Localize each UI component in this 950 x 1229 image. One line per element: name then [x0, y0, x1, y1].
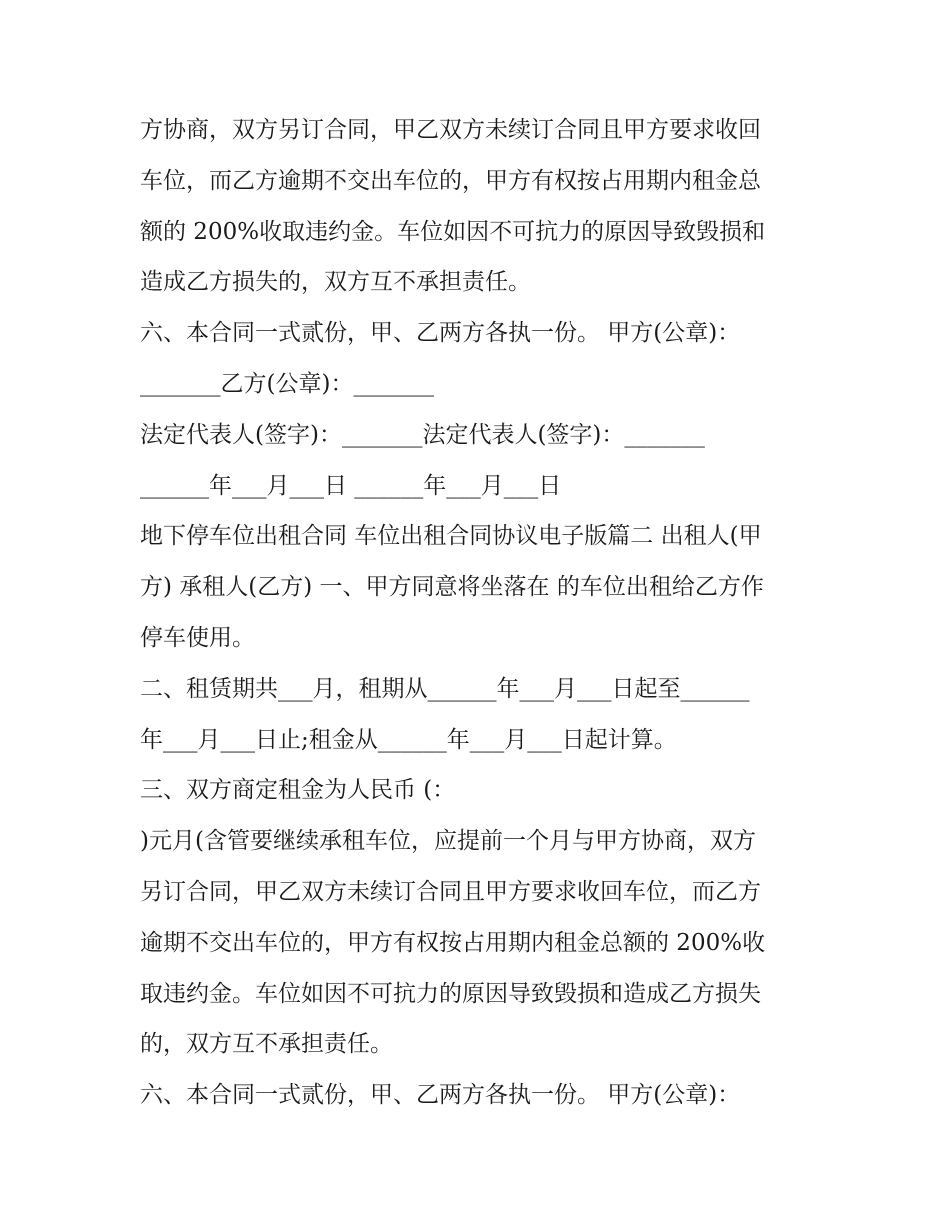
text-line-9: 地下停车位出租合同 车位出租合同协议电子版篇二 出租人(甲 [140, 523, 762, 550]
text-line-17: 逾期不交出车位的，甲方有权按占用期内租金总额的 200%收 [140, 929, 766, 956]
text-line-1: 方协商，双方另订合同，甲乙双方未续订合同且甲方要求收回 [140, 117, 761, 143]
text-line-3: 额的 200%收取违约金。车位如因不可抗力的原因导致毁损和 [140, 218, 766, 245]
text-line-20: 六、本合同一式贰份，甲、乙两方各执一份。 甲方(公章)： [140, 1082, 741, 1109]
text-line-15: )元月(含管要继续承租车位，应提前一个月与甲方协商，双方 [140, 828, 756, 855]
text-line-12: 二、租赁期共___月，租期从______年___月___日起至______ [140, 675, 750, 702]
text-line-2: 车位，而乙方逾期不交出车位的，甲方有权按占用期内租金总 [140, 167, 761, 194]
text-line-10: 方) 承租人(乙方) 一、甲方同意将坐落在 的车位出租给乙方作 [140, 574, 764, 601]
text-line-16: 另订合同，甲乙双方未续订合同且甲方要求收回车位，而乙方 [140, 878, 761, 905]
document-body [140, 105, 820, 1121]
text-line-19: 的，双方互不承担责任。 [140, 1031, 393, 1058]
text-line-4: 造成乙方损失的，双方互不承担责任。 [140, 269, 531, 296]
text-line-5: 六、本合同一式贰份，甲、乙两方各执一份。 甲方(公章)： [140, 320, 741, 347]
text-line-18: 取违约金。车位如因不可抗力的原因导致毁损和造成乙方损失 [140, 980, 761, 1007]
signature-line-dates: ______年___月___日 ______年___月___日 [140, 472, 562, 499]
text-line-14: 三、双方商定租金为人民币 (： [140, 777, 456, 804]
signature-line-parties: _______乙方(公章)：_______ [140, 370, 434, 397]
text-line-13: 年___月___日止;租金从______年___月___日起计算。 [140, 726, 677, 753]
text-line-11: 停车使用。 [140, 624, 255, 651]
signature-line-representatives: 法定代表人(签字)：_______法定代表人(签字)：_______ [140, 421, 705, 448]
